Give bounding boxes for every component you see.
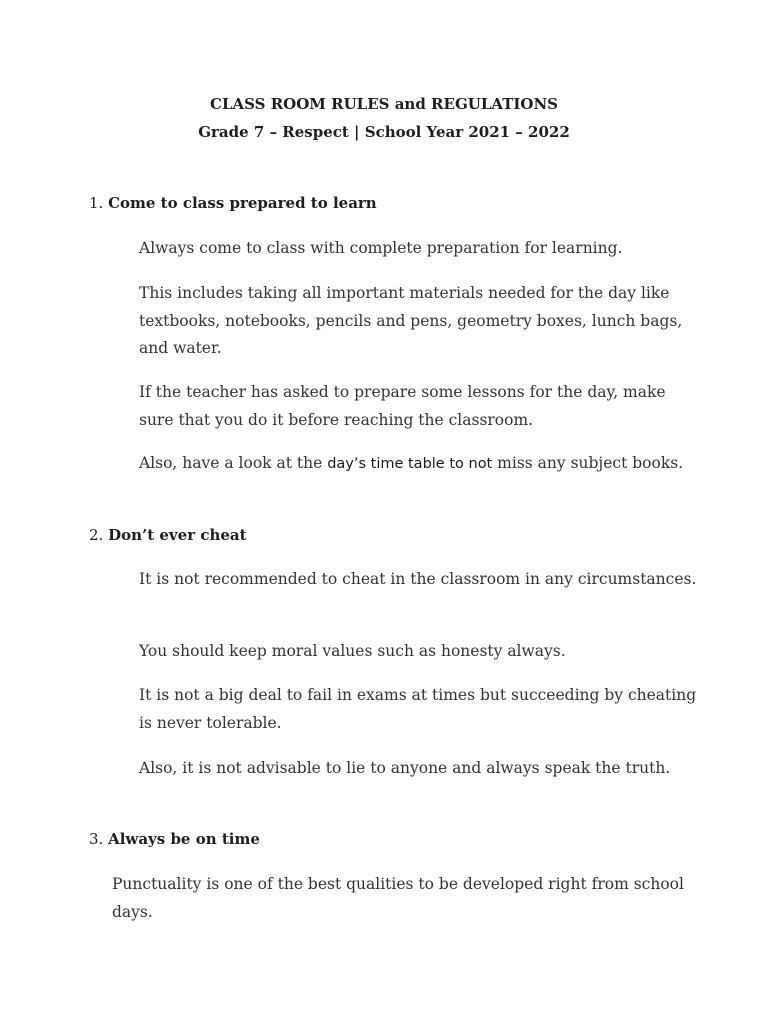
rule-paragraph: It is not recommended to cheat in the classroom in any circumstances. — [139, 570, 697, 588]
document-subtitle: Grade 7 – Respect | School Year 2021 – 2022 — [198, 123, 570, 141]
paragraph-text: Also, have a look at the — [139, 454, 328, 472]
document-title: CLASS ROOM RULES and REGULATIONS — [210, 95, 558, 113]
rule-number: 2. — [89, 526, 104, 544]
paragraph-highlight-text: day’s time table to not — [327, 456, 493, 472]
rule-paragraph: If the teacher has asked to prepare some lessons for the day, make sure that you do it before reaching the classroom. — [139, 383, 666, 429]
rule-paragraph: It is not a big deal to fail in exams at times but succeeding by cheating is never tolerable. — [139, 686, 697, 732]
rule-paragraph-mixed — [139, 450, 699, 479]
rule-title: Don’t ever cheat — [108, 526, 247, 544]
paragraph-text: miss any subject books. — [492, 454, 684, 472]
rule-paragraph: This includes taking all important materials needed for the day like textbooks, notebooks, pencils and pens, geometry boxes, lunch bags, and water. — [139, 284, 683, 357]
rule-paragraph: Always come to class with complete preparation for learning. — [139, 239, 623, 257]
rule-number: 1. — [89, 194, 104, 212]
rule-paragraph: You should keep moral values such as honesty always. — [139, 642, 566, 660]
rule-heading — [89, 830, 260, 848]
rule-heading — [89, 526, 247, 544]
rule-title: Come to class prepared to learn — [108, 194, 377, 212]
rule-heading — [89, 194, 377, 212]
rule-paragraph: Also, it is not advisable to lie to anyone and always speak the truth. — [139, 759, 671, 777]
rule-title: Always be on time — [108, 830, 260, 848]
rule-paragraph: Punctuality is one of the best qualities to be developed right from school days. — [112, 875, 684, 921]
rule-number: 3. — [89, 830, 104, 848]
